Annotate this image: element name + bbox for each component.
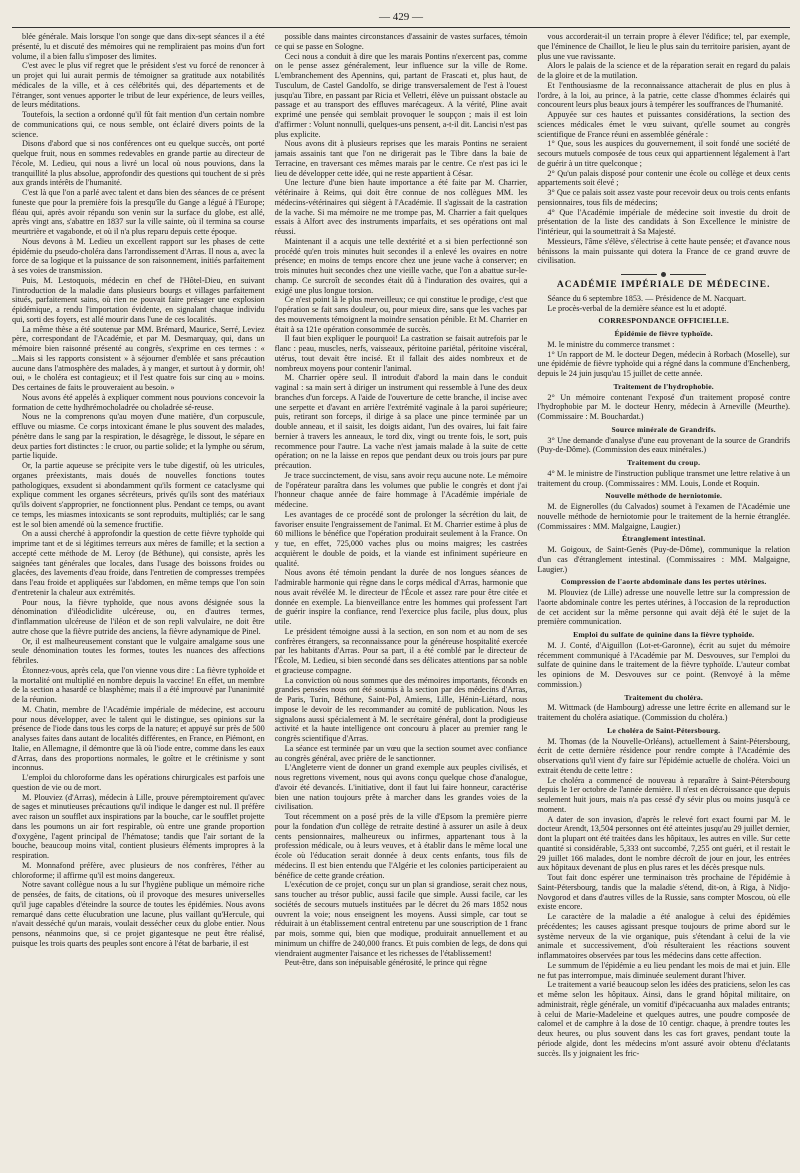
paragraph: Nous devons à M. Ledieu un excellent rapport sur les phases de cette épidémie du pseudo-choléra dans l'arrondissement d'Arras. Il nous a, avec la force de sa logique et la puissance de son raisonnement, initiés parfaitement à ses voies de transmission. <box>12 236 265 275</box>
paragraph: M. Thomas (de la Nouvelle-Orléans), actuellement à Saint-Pétersbourg, écrit de cette dernière résidence pour rendre compte à l'Académie des observations qu'il vient d'y faire sur l'épidémie actuelle de choléra. Voici un extrait étendu de cette lettre : <box>537 736 790 775</box>
paragraph: Disons d'abord que si nos conférences ont eu quelque succès, ont porté quelque fruit, nous en sommes redevables en grande partie au directeur de l'école, M. Ledieu, qui nous a livré un local où nous pouvions, dans la tranquillité la plus absolue, approfondir des questions qui touchent de si près aux grands intérêts de l'humanité. <box>12 139 265 188</box>
paragraph: Nous avons dit à plusieurs reprises que les marais Pontins ne seraient jamais assainis tant que l'on ne dirigerait pas le Tibre dans la baie de Terracine, en traversant ces mêmes marais par le centre. Ce n'est pas ici le lieu de développer cette idée, qui ne reste appartient à César. <box>274 139 528 178</box>
item-heading: Traitement de l'hydrophobie. <box>613 381 714 391</box>
paragraph: M. Wittmack (de Hambourg) adresse une lettre écrite en allemand sur le traitement du choléra asiatique. (Commission du choléra.) <box>537 703 790 722</box>
paragraph: 3° Une demande d'analyse d'une eau provenant de la source de Grandrifs (Puy-de-Dôme). (Commission des eaux minérales.) <box>537 435 790 455</box>
paragraph: M. Charrier opère seul. Il introduit d'abord la main dans le conduit vaginal : sa main sert à diriger un instrument qui ressemble à l'une des deux branches d'un forceps. A l'aide de l'ouverture de cette branche, il incise avec une serpette et d'avant en arrière l'extrémité vaginale à la paroi supérieure; puis, retirant son forceps, il dirige à sa place une pince terminée par un double anneau, et il saisit, les doigts aidant, l'un des ovaires, lui fait faire bernier à travers les anneaux, le tord dix, vingt ou trente fois, le sort, puis recommence pour l'autre. La vache n'est jamais malade à la suite de cette opération; on ne la laisse en repos que pendant deux ou trois jours par pure précaution. <box>274 373 528 470</box>
paragraph: 4° M. le ministre de l'instruction publique transmet une lettre relative à un traitement du croup. (Commissaires : MM. Louis, Londe et Roquin. <box>537 468 790 488</box>
paragraph: Appuyée sur ces hautes et puissantes considérations, la section des sciences médicales émet le vœu suivant, qu'elle soumet au congrès scientifique de France réuni en assemblée générale : <box>537 110 790 139</box>
paragraph: Le président témoigne aussi à la section, en son nom et au nom de ses confrères étrangers, sa reconnaissance pour la généreuse hospitalité exercée par les habitants d'Arras. Pour sa part, il a été comblé par le directeur de l'École, M. Ledieu, si bien secondé dans ses délicates attentions par sa noble et gracieuse compagne. <box>274 626 528 675</box>
item-heading: Source minérale de Grandrifs. <box>611 424 716 434</box>
paragraph: M. le ministre du commerce transmet : <box>547 339 675 349</box>
paragraph: Toutefois, la section a ordonné qu'il fût fait mention d'un certain nombre de communications qui, ce nous semble, ont éclairé divers points de la science. <box>12 110 265 139</box>
column-middle <box>275 32 528 1167</box>
correspondence-heading: CORRESPONDANCE OFFICIELLE. <box>598 316 729 326</box>
paragraph: Étonnez-vous, après cela, que l'on vienne vous dire : La fièvre typhoïde et la mortalité ont multiplié en nombre depuis la vaccine! En effet, un membre de la section a hasardé ce blasphème; mais il a été improuvé par l'unanimité de la réunion. <box>12 665 265 704</box>
paragraph: C'est avec le plus vif regret que le président s'est vu forcé de renoncer à un projet qui lui aurait permis de témoigner sa gratitude aux notabilités médicales de la ville, et à ces célébrités qui, des départements et de l'étranger, sont venues apporter le tribut de leur expérience, de leurs veilles, de leurs méditations. <box>12 61 265 110</box>
paragraph: M. Monnafond préfère, avec plusieurs de nos confrères, l'éther au chloroforme; il affirme qu'il est moins dangereux. <box>12 860 265 880</box>
paragraph: La même thèse a été soutenue par MM. Brémard, Maurice, Serré, Leviez père, correspondant de l'Académie, et par M. Desmarquay, qui, dans un mémoire bien raisonné présenté au congrès, s'exprime en ces termes : « ...Mais si les rapports consistent » à séjourner d'emblée et sans précaution aucune dans l'atmosphère des malades, à y manger, et surtout à y dormir, oh! oui, » le choléra est contagieux; et il l'est quatre fois sur cinq au » moins. Des certaines de faits le prouveraient au besoin. » <box>12 324 265 392</box>
paragraph: Or, la partie aqueuse se précipite vers le tube digestif, où les utricules, organes préexistants, mais doués de nouvelles fonctions toutes pathologiques, exsudent si abondamment qu'ils forment ce cataclysme qui explique comment les organes sécréteurs, privés qu'ils sont des matériaux qu'ils doivent s'approprier, ne fonctionnent plus. Pendant ce temps, ou avant ce temps, les miasmes intoxicants se sont reproduits, multipliés; car le sang est le sol bien amendé où la semence fructifie. <box>12 461 265 529</box>
separator-dot <box>661 272 666 277</box>
paragraph: C'est là que l'on a parlé avec talent et dans bien des séances de ce présent funeste que pour la première fois la presqu'île du Gange a légué à l'Europe; fléau qui, après avoir répandu son venin sur la surface du globe, est allé, après vingt ans, s'abattre en 1837 sur la ville sainte, où il termina sa course meurtrière et vagabonde, et où il n'a plus reparu depuis cette époque. <box>12 188 265 236</box>
item-heading: Traitement du choléra. <box>624 692 704 702</box>
paragraph: Messieurs, l'âme s'élève, s'électrise à cette haute pensée; et d'avance nous bénissons la main puissante qui dotera la France de ce grand œuvre de civilisation. <box>537 236 790 266</box>
paragraph: 2° Un mémoire contenant l'exposé d'un traitement proposé contre l'hydrophobie par M. le docteur Henry, médecin à Arneville (Meurthe). (Commissaire : M. Bouchardat.) <box>537 392 790 421</box>
vow-section <box>537 32 790 266</box>
paragraph: La séance est terminée par un vœu que la section soumet avec confiance au congrès général, avec prière de le sanctionner. <box>274 743 528 763</box>
paragraph: M. J. Conté, d'Aiguillon (Lot-et-Garonne), écrit au sujet du mémoire récemment communiqué à l'Académie par M. Desvouves, sur l'emploi du sulfate de quinine dans le traitement de la fièvre typhoïde. L'auteur combat les opinions de M. Desvouves sur ce point. (Renvoyé à la même commission.) <box>537 640 790 689</box>
paragraph: Or, il est malheureusement constant que le vulgaire amalgame sous une seule dénomination toutes les formes, toutes les nuances des affections fébriles. <box>12 636 265 665</box>
paragraph: M. Chatin, membre de l'Académie impériale de médecine, est accouru pour nous développer, avec le talent qui le distingue, ses opinions sur la présence de l'iode dans tous les corps de la nature; et appuyé sur près de 500 analyses faites dans autant de localités différentes, en France, en Piémont, en Italie, en Allemagne, il démontre que là où l'iode entre, comme dans les eaux d'Arras, dans des proportions normales, le goître et le crétinisme y sont inconnus. <box>12 704 265 773</box>
section-separator <box>537 272 790 277</box>
paragraph: A dater de son invasion, d'après le relevé fort exact fourni par M. le docteur Arendt, 13,504 personnes ont été atteintes jusqu'au 29 juillet dernier, dont la plupart ont été traitées dans les hôpitaux, les autres en ville. Sur cette quantité si considérable, 5,333 ont succombé, 7,255 ont guéri, et il restait le 29 juillet 166 malades, dont le nombre décroît de jour en jour, les entrées aux hôpitaux devenant de plus en plus rares et les décès presque nuls. <box>537 814 790 873</box>
paragraph: 3° Que ce palais soit assez vaste pour recevoir deux ou trois cents enfants pensionnaires, tous fils de médecins; <box>537 188 790 207</box>
separator-line <box>670 274 706 275</box>
paragraph: 1° Un rapport de M. le docteur Degen, médecin à Rorbach (Moselle), sur une épidémie de fièvre typhoïde qui a régné dans la commune d'Enchenberg, depuis le 24 juin jusqu'au 15 juillet de cette année. <box>537 349 790 378</box>
paragraph: M. Goigoux, de Saint-Genès (Puy-de-Dôme), communique la relation d'un cas d'étranglement intestinal. (Commissaires : MM. Malgaigne, Laugier.) <box>537 545 790 574</box>
paragraph: Ceci nous a conduit à dire que les marais Pontins n'exercent pas, comme on le pense assez généralement, leur influence sur la ville de Rome. L'embranchement des Apennins, qui, partant de Frascati et, plus haut, de Tusculum, de Castel Gandolfo, se dirige transversalement de l'est à l'ouest jusqu'au Tibre, en passant par Ricia et Velletri, élève un puissant obstacle au passage et au transport des effluves marécageux. A la vérité, Pline avait exprimé une pensée qui semblait provoquer le soupçon ; mais il est loin d'affirmer : Volunt nonnulli, quelques-uns pensent, a-t-il dit. Lancisi n'est pas plus explicite. <box>274 51 528 139</box>
paragraph: 4° Que l'Académie impériale de médecine soit investie du droit de présentation de la liste des candidats à Son Excellence le ministre de l'intérieur, qui la soumettrait à Sa Majesté. <box>537 207 790 236</box>
paragraph: possible dans maintes circonstances d'assainir de vastes surfaces, témoin ce qui se passe en Sologne. <box>274 32 528 51</box>
session-line: Séance du 6 septembre 1853. — Présidence de M. Nacquart. <box>547 293 747 303</box>
separator-line <box>621 274 657 275</box>
paragraph: vous accorderait-il un terrain propre à élever l'édifice; tel, par exemple, que l'éminence de Chaillot, le lieu le plus sain du territoire parisien, ayant de plus une vue ravissante. <box>537 32 790 61</box>
item-heading: Le choléra de Saint-Pétersbourg. <box>607 725 721 735</box>
paragraph: Nous avons été appelés à expliquer comment nous pouvions concevoir la formation de cette hydhrémocholadrée ou choladrée sé-reuse. <box>12 392 265 412</box>
minutes-line: Le procès-verbal de la dernière séance est lu et adopté. <box>547 303 727 313</box>
paragraph: blée générale. Mais lorsque l'on songe que dans dix-sept séances il a été présenté, lu et discuté des mémoires qui ne rempliraient pas moins d'un fort volume, il a bien fallu s'imposer des limites. <box>12 32 265 61</box>
item-heading: Traitement du croup. <box>627 458 701 467</box>
paragraph: Une lecture d'une bien haute importance a été faite par M. Charrier, vétérinaire à Reims, qui doit être connue de nos collègues MM. les médecins-vétérinaires qui siègent à l'Académie. Il s'agissait de la castration de la vache. Si ma mémoire ne me trompe pas, M. Charrier a fait quelques essais à Alfort avec des instruments imparfaits, et ses opérations ont mal réussi. <box>274 178 528 236</box>
paragraph: Alors le palais de la science et de la réparation serait en regard du palais de la gloire et de la mutilation. <box>537 61 790 80</box>
header-rule <box>12 27 790 28</box>
paragraph: L'Angleterre vient de donner un grand exemple aux peuples civilisés, et nous regrettons vivement, nous qui avons conçu quelque chose d'analogue, d'avoir été devancés. L'initiative, dont il faut lui faire honneur, caractérise bien une nation toujours prête à marcher dans les grandes voies de la civilisation. <box>274 763 528 812</box>
paragraph: 2° Qu'un palais disposé pour contenir une école ou collège et deux cents appartements soit élevé ; <box>537 168 790 188</box>
paragraph: Il faut bien expliquer le pourquoi! La castration se faisait autrefois par le flanc : peau, muscles, nerfs, vaisseaux, péritoine pariétal, péritoine viscéral, utérus, tout devait être incisé. Et il fallait des aides nombreux et de nombreux moyens pour contenir l'animal. <box>274 334 528 373</box>
paragraph: Tout fait donc espérer une terminaison très prochaine de l'épidémie à Saint-Pétersbourg, tandis que la maladie s'étend, dit-on, à Riga, à Nidjo-Novgorod et dans d'autres villes de la Russie, sans compter Moscou, où elle existe encore. <box>537 873 790 912</box>
academy-title: ACADÉMIE IMPÉRIALE DE MÉDECINE. <box>556 280 771 290</box>
paragraph: M. Plouviez (d'Arras), médecin à Lille, prouve péremptoirement qu'avec de sages et minutieuses précautions qu'il indique le danger est nul. Il préfère avec raison un soufflet aux inspirations par la bouche, car le soufflet projette dans les poumons un air fort respirable, où entre une grande proportion d'oxygène, l'agent principal de l'hématose; tandis que l'air sortant de la bouche, beaucoup moins vital, contient plusieurs éléments impropres à la respiration. <box>12 792 265 860</box>
paragraph: Je trace succinctement, de visu, sans avoir reçu aucune note. Le mémoire de l'opérateur paraîtra dans les volumes que publie le congrès et dont j'ai l'honneur chaque année de faire hommage à l'Académie impériale de médecine. <box>274 470 528 509</box>
item-heading: Étranglement intestinal. <box>622 534 706 544</box>
page-number: — 429 — <box>379 11 423 23</box>
paragraph: 1° Que, sous les auspices du gouvernement, il soit fondé une société de secours mutuels composée de tous ceux qui appartiennent légalement à l'art de guérir à un titre quelconque ; <box>537 139 790 168</box>
paragraph: Tout récemment on a posé près de la ville d'Epsom la première pierre pour la fondation d'un collège de retraite destiné à assurer un asile à deux cents pensionnaires, malheureux ou infirmes, appartenant tous à la profession médicale, ou à leurs veuves, et à établir dans le même local une école où l'éducation serait donnée à deux cents enfants, tous fils de médecins. Il est bien entendu que l'Algérie et les colonies participeraient au bénéfice de cette grande création. <box>274 812 528 880</box>
paragraph: M. de Eignerolles (du Calvados) soumet à l'examen de l'Académie une nouvelle méthode de herniotomie pour le traitement de la hernie étranglée. (Commissaires : MM. Malgaigne, Laugier.) <box>537 502 790 531</box>
paragraph: Maintenant il a acquis une telle dextérité et a si bien perfectionné son procédé qu'en trois minutes huit secondes il a enlevé les ovaires en notre présence; en moins de temps encore chez une jeune vache à conserver; en trois minutes huit secondes chez une vieille vache, que l'on a abattue sur-le-champ. Ce surcroît de secondes était dû à l'induration des ovaires, qui a exigé une plus longue torsion. <box>274 236 528 295</box>
paragraph: Peut-être, dans son inépuisable générosité, le prince qui règne <box>284 958 488 968</box>
paragraph: Le caractère de la maladie a été analogue à celui des épidémies précédentes; les causes agissant presque toujours de prime abord sur le système nerveux de la vie organique, puis s'étendant à celui de la vie animale et successivement, d'où résulteraient les réactions souvent inflammatoires observées par tous les médecins dans cette affection. <box>537 912 790 960</box>
paragraph: Puis, M. Lestoquois, médecin en chef de l'Hôtel-Dieu, en suivant l'introduction de la maladie dans plusieurs bourgs et villages parfaitement situés, parfaitement sains, où rien ne pouvait faire présager une explosion épidémique, a rendu l'importation évidente, en signalant chaque individu qui, sorti des foyers, est allé mourir dans l'une de ces localités. <box>12 275 265 324</box>
paragraph: Et l'enthousiasme de la reconnaissance attacherait de plus en plus à l'ordre, à la loi, au prince, à la patrie, cette classe d'hommes éclairés qui concourent leurs plus beaux jours à tempérer les souffrances de l'humanité. <box>537 80 790 110</box>
item-heading: Compression de l'aorte abdominale dans les pertes utérines. <box>560 577 767 587</box>
column-left <box>12 32 265 1167</box>
paragraph: Le traitement a varié beaucoup selon les idées des praticiens, selon les cas et même selon les hôpitaux. Ainsi, dans le grand hôpital militaire, on administrait, règle générale, un vomitif d'ipécacuanha aux malades entrants; à celui de Marie-Madeleine et quelques autres, une poudre composée de calomel et de camphre à la dose de 10 centigr. chaque, à prendre toutes les deux heures, ou plus souvent dans les cas fort graves, pendant toute la période algide, dont les médecins m'ont assuré avoir obtenu d'éclatants succès. Ils y joignaient les fric- <box>537 980 790 1058</box>
paragraph: L'emploi du chloroforme dans les opérations chirurgicales est parfois une question de vie ou de mort. <box>12 773 265 792</box>
paragraph: L'exécution de ce projet, conçu sur un plan si grandiose, serait chez nous, sans toucher au trésor public, aussi facile que simple. Aussi facile, car les sociétés de secours mutuels instituées par le décret du 26 mars 1852 nous ouvrent la voie; nous enseignent les moyens. Aussi simple, car tout se réduirait à un établissement central entretenu par une souscription de 1 franc par mois, somme qui, bien que modique, produirait annuellement et au minimum un chiffre de 240,000 francs. Et puis combien de legs, de dons qui viendraient augmenter l'aisance et les richesses de l'établissement! <box>274 880 528 958</box>
paragraph: Les avantages de ce procédé sont de prolonger la sécrétion du lait, de favoriser ensuite l'engraissement de l'animal. Et M. Charrier estime à plus de 60 millions le bénéfice que l'opération produirait seulement à la France. On y tue, en effet, 725,000 vaches plus ou moins maigres; les castrées acquièrent le double de poids, et la viande est infiniment supérieure en qualité. <box>274 509 528 568</box>
column-right <box>537 32 790 1167</box>
paragraph: Notre savant collègue nous a lu sur l'hygiène publique un mémoire riche de pensées, de faits, de citations, où il provoque des mesures universelles qu'il juge capables d'éteindre la source de toutes les épidémies. Nous avons remarqué dans cette élucubration une lacune, plus vaillant qu'Hercule, qui n'avait desséché qu'un marais, voulait dessécher ceux du globe entier. Nous pensons, néanmoins que, si ce projet gigantesque ne peut être réalisé, puisque les trois quarts des peuples sont encore à l'état de barbarie, il est <box>12 880 265 948</box>
paragraph: Ce n'est point là le plus merveilleux; ce qui constitue le prodige, c'est que l'opération se fait sans douleur, ou, pour mieux dire, sans que les vaches par des mouvements témoignent la moindre sensation pénible. Et M. Charrier en était à sa 121e opération consommée de succès. <box>274 295 528 334</box>
paragraph: On a aussi cherché à approfondir la question de cette fièvre typhoïde qui imprime tant et de si légitimes terreurs aux mères de famille; et la section a accepté cette méthode de M. Leroy (de Béthune), qui consiste, après les saignées tant générales que locales, dans l'usage des boissons froides ou glacées, des lavements d'eau froide, dans l'entretien de compresses trempées dans l'eau froide et appliquées sur l'abdomen, en même temps que l'on soin d'entretenir la chaleur aux extrémités. <box>12 529 265 597</box>
paragraph: La conviction où nous sommes que des mémoires importants, féconds en grandes pensées nous ont été soumis à la section par des médecins d'Arras, de Paris, Turin, Béthune, Saint-Pol, Amiens, Lille, Hénin-Liétard, nous impose le devoir de les recommander au comité de publication. Nous les signalons aussi spécialement à M. le secrétaire général, dont la prodigieuse activité et la haute intelligence ont concouru à placer au premier rang le congrès scientifique d'Arras. <box>274 675 528 743</box>
paragraph: Le choléra a commencé de nouveau à reparaître à Saint-Pétersbourg depuis le 1er octobre de l'année dernière. Il n'est en décroissance que depuis seulement huit jours, mais n'a pas cessé d'y sévir plus ou moins jusqu'à ce moment. <box>537 775 790 814</box>
paragraph: Le summum de l'épidémie a eu lieu pendant les mois de mai et juin. Elle ne fut pas interrompue, mais diminuée seulement durant l'hiver. <box>537 960 790 980</box>
item-heading: Emploi du sulfate de quinine dans la fièvre typhoïde. <box>573 630 755 639</box>
paragraph: Pour nous, la fièvre typhoïde, que nous avons désignée sous la dénomination d'iléodiclidite ulcéreuse, ou, en d'autres termes, d'inflammation ulcéreuse de l'iléon et de son repli valvulaire, ne doit être autre chose que la fièvre putride des anciens, la fièvre adynamique de Pinel. <box>12 597 265 636</box>
paragraph: M. Plouviez (de Lille) adresse une nouvelle lettre sur la compression de l'aorte abdominale contre les pertes utérines, à l'occasion de la reproduction de cet accident sur la même personne qui avait déjà été le sujet de la première communication. <box>537 588 790 627</box>
columns <box>12 32 790 1167</box>
item-heading: Épidémie de fièvre typhoïde. <box>614 329 713 338</box>
item-heading: Nouvelle méthode de herniotomie. <box>605 491 723 501</box>
paragraph: Nous ne la comprenons qu'au moyen d'une matière, d'un corpuscule, effluve ou miasme. Ce corps intoxicant émane le plus souvent des malades, pénètre dans le sang par la respiration, le désagrège, le dissout, le sépare en deux parties fort distinctes : le cruor, ou partie solide; et la lymphe ou sérum, partie liquide. <box>12 412 265 461</box>
correspondence-items <box>537 329 790 1058</box>
paragraph: Nous avons été témoin pendant la durée de nos longues séances de l'admirable harmonie qui règne dans le corps médical d'Arras, harmonie que nous avait révélée M. le directeur de l'École et assez rare pour être citée et donnée en exemple. La bienveillance entre les hommes qui professent l'art de guérir inspire la confiance, rend l'exercice plus facile, plus doux, plus utile. <box>274 568 528 626</box>
